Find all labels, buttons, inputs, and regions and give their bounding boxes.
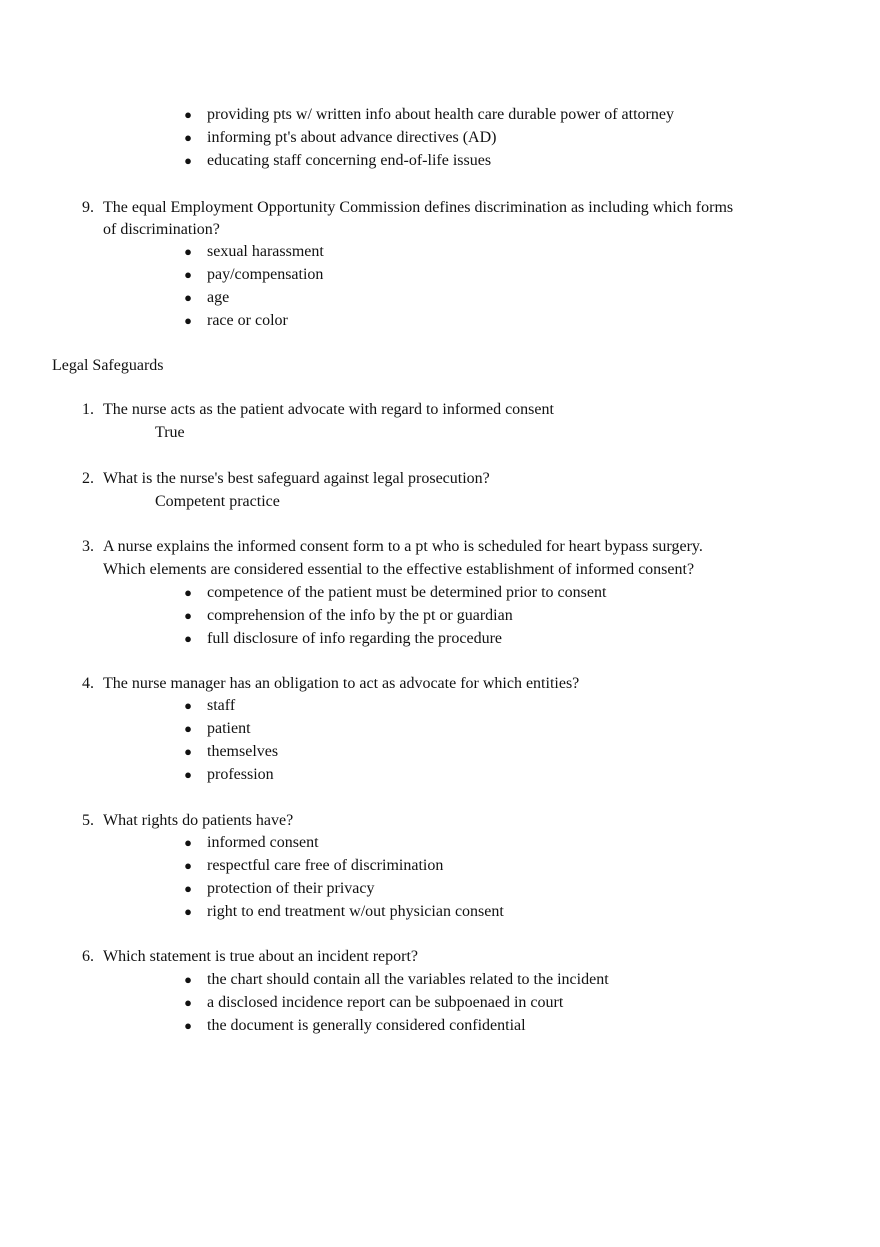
bullet-icon: ● [184,244,192,259]
bullet-icon: ● [184,881,192,896]
bullet-icon: ● [184,290,192,305]
bullet-icon: ● [184,767,192,782]
bullet-icon: ● [184,698,192,713]
bullet-icon: ● [184,107,192,122]
bullet-icon: ● [184,267,192,282]
bullet-icon: ● [184,995,192,1010]
section-heading: Legal Safeguards [52,357,164,374]
bullet-icon: ● [184,631,192,646]
document-page: ● providing pts w/ written info about health care durable power of attorney ● informing pt's about advance directives (AD) ● educating staff concerning end-of-life issues 9. The equal Employment Opportunity Commission defines discrimination as including which forms of discrimination? ● sexual harassment ● pay/compensation ● age ● race or color Legal Safeguards 1. The nurse acts as the patient advocate with regard to informed consent True 2. What is the nurse's best safeguard against legal prosecution? Competent practice 3. A nurse explains the informed consent form to a pt who is scheduled for heart bypass surgery. Which elements are considered essential to the effective establishment of informed consent? ● competence of the patient must be determined prior to consent ● comprehension of the info by the pt or guardian ● full disclosure of info regarding the procedure 4. The nurse manager has an obligation to act as advocate for which entities? ● staff ● patient ● themselves ● profession 5. What rights do patients have? ● informed consent ● respectful care free of discrimination ● protection of their privacy ● right to end treatment w/out physician consent 6. Which statement is true about an incident report? ● the chart should contain all the variables related to the incident ● a disclosed incidence report can be subpoenaed in court ● the document is generally considered confidential [0,0,880,1247]
bullet-icon: ● [184,858,192,873]
bullet-icon: ● [184,835,192,850]
bullet-icon: ● [184,608,192,623]
bullet-icon: ● [184,313,192,328]
bullet-icon: ● [184,904,192,919]
bullet-icon: ● [184,585,192,600]
bullet-icon: ● [184,1018,192,1033]
bullet-icon: ● [184,972,192,987]
bullet-icon: ● [184,744,192,759]
bullet-icon: ● [184,153,192,168]
bullet-icon: ● [184,721,192,736]
bullet-icon: ● [184,130,192,145]
